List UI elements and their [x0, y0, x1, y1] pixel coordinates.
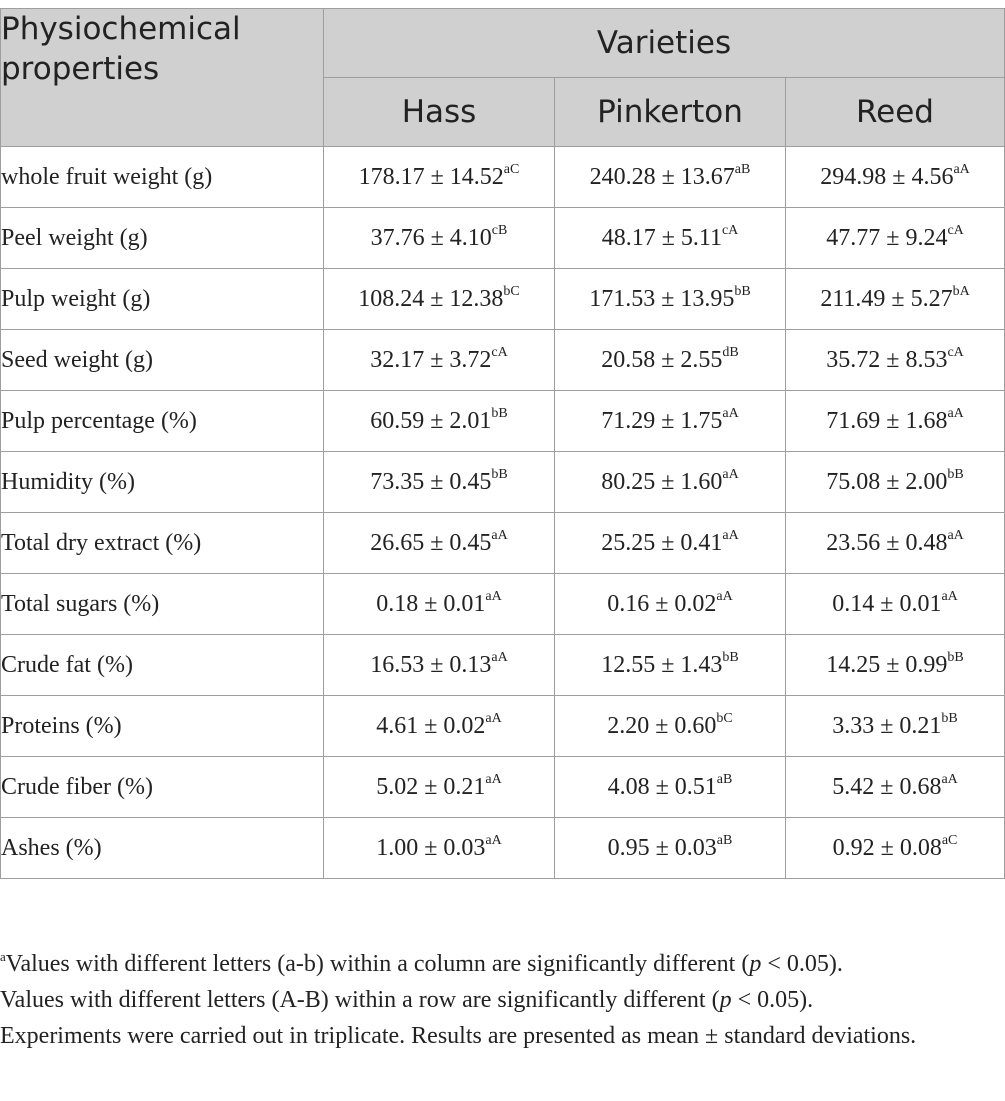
significance-letters: aC	[503, 161, 520, 177]
value-cell-reed	[786, 635, 1005, 696]
p-value-symbol: p	[749, 951, 762, 977]
table-row	[1, 513, 1005, 574]
mean-sd-value: 37.76 ± 4.10	[370, 224, 492, 251]
value-cell-pinkerton	[555, 208, 786, 269]
value-cell-pinkerton	[555, 696, 786, 757]
mean-sd-value: 5.42 ± 0.68	[832, 773, 942, 800]
footnote-line1-text: Values with different letters (a-b) within a column are significantly different (	[5, 951, 750, 977]
mean-sd-value: 5.02 ± 0.21	[376, 773, 486, 800]
value-cell-reed	[786, 818, 1005, 879]
significance-letters: aA	[722, 466, 739, 482]
variety-header-reed: Reed	[786, 78, 1005, 147]
value-cell-hass	[324, 757, 555, 818]
significance-letters: aA	[947, 527, 964, 543]
value-cell-pinkerton	[555, 330, 786, 391]
row-label: Crude fiber (%)	[1, 757, 324, 818]
mean-sd-value: 0.14 ± 0.01	[832, 590, 942, 617]
row-label: Peel weight (g)	[1, 208, 324, 269]
value-cell-pinkerton	[555, 513, 786, 574]
significance-letters: cA	[947, 222, 964, 238]
value-cell-reed	[786, 269, 1005, 330]
significance-letters: aA	[716, 588, 733, 604]
variety-header-pinkerton: Pinkerton	[555, 78, 786, 147]
row-label: Pulp weight (g)	[1, 269, 324, 330]
footnote-line2-end: < 0.05).	[731, 987, 814, 1013]
value-cell-pinkerton	[555, 452, 786, 513]
mean-sd-value: 0.92 ± 0.08	[832, 834, 942, 861]
row-label: Seed weight (g)	[1, 330, 324, 391]
mean-sd-value: 47.77 ± 9.24	[826, 224, 948, 251]
mean-sd-value: 25.25 ± 0.41	[601, 529, 723, 556]
significance-letters: aA	[485, 771, 502, 787]
footnote-line-row	[0, 982, 1000, 1018]
row-label: Humidity (%)	[1, 452, 324, 513]
table-row	[1, 269, 1005, 330]
row-label: Total sugars (%)	[1, 574, 324, 635]
significance-letters: aB	[716, 832, 733, 848]
mean-sd-value: 240.28 ± 13.67	[589, 163, 735, 190]
value-cell-hass	[324, 635, 555, 696]
significance-letters: aA	[485, 832, 502, 848]
value-cell-hass	[324, 269, 555, 330]
significance-letters: dB	[722, 344, 739, 360]
value-cell-pinkerton	[555, 147, 786, 208]
table-footnote	[0, 946, 1000, 1054]
significance-letters: aC	[941, 832, 958, 848]
significance-letters: aA	[485, 710, 502, 726]
significance-letters: bB	[947, 649, 964, 665]
row-label: Pulp percentage (%)	[1, 391, 324, 452]
table-header	[1, 9, 1005, 147]
mean-sd-value: 80.25 ± 1.60	[601, 468, 723, 495]
table-row	[1, 635, 1005, 696]
mean-sd-value: 1.00 ± 0.03	[376, 834, 486, 861]
significance-letters: bC	[503, 283, 520, 299]
mean-sd-value: 0.18 ± 0.01	[376, 590, 486, 617]
significance-letters: aB	[734, 161, 751, 177]
value-cell-hass	[324, 147, 555, 208]
mean-sd-value: 12.55 ± 1.43	[601, 651, 723, 678]
significance-letters: aA	[953, 161, 970, 177]
significance-letters: aA	[941, 771, 958, 787]
mean-sd-value: 23.56 ± 0.48	[826, 529, 948, 556]
mean-sd-value: 4.08 ± 0.51	[607, 773, 717, 800]
varieties-group-header: Varieties	[324, 9, 1005, 78]
mean-sd-value: 16.53 ± 0.13	[370, 651, 492, 678]
value-cell-pinkerton	[555, 635, 786, 696]
value-cell-reed	[786, 147, 1005, 208]
significance-letters: bB	[734, 283, 751, 299]
value-cell-reed	[786, 391, 1005, 452]
mean-sd-value: 71.29 ± 1.75	[601, 407, 723, 434]
value-cell-reed	[786, 452, 1005, 513]
value-cell-pinkerton	[555, 757, 786, 818]
mean-sd-value: 171.53 ± 13.95	[589, 285, 735, 312]
value-cell-reed	[786, 696, 1005, 757]
table-row	[1, 757, 1005, 818]
significance-letters: cB	[491, 222, 508, 238]
value-cell-pinkerton	[555, 574, 786, 635]
significance-letters: bB	[722, 649, 739, 665]
mean-sd-value: 4.61 ± 0.02	[376, 712, 486, 739]
table-row	[1, 818, 1005, 879]
value-cell-pinkerton	[555, 269, 786, 330]
table-row	[1, 574, 1005, 635]
table-row	[1, 391, 1005, 452]
table-row	[1, 208, 1005, 269]
mean-sd-value: 0.95 ± 0.03	[607, 834, 717, 861]
value-cell-reed	[786, 208, 1005, 269]
value-cell-pinkerton	[555, 391, 786, 452]
property-column-header: Physiochemical properties	[1, 9, 324, 147]
significance-letters: cA	[947, 344, 964, 360]
significance-letters: aA	[485, 588, 502, 604]
value-cell-hass	[324, 513, 555, 574]
significance-letters: aB	[716, 771, 733, 787]
value-cell-pinkerton	[555, 818, 786, 879]
footnote-line-column	[0, 946, 1000, 982]
significance-letters: cA	[721, 222, 739, 238]
value-cell-hass	[324, 452, 555, 513]
mean-sd-value: 71.69 ± 1.68	[826, 407, 948, 434]
significance-letters: cA	[491, 344, 508, 360]
table-row	[1, 330, 1005, 391]
value-cell-hass	[324, 696, 555, 757]
table-row	[1, 147, 1005, 208]
value-cell-hass	[324, 574, 555, 635]
mean-sd-value: 35.72 ± 8.53	[826, 346, 948, 373]
footnote-line-method: Experiments were carried out in triplicate. Results are presented as mean ± standard deviations.	[0, 1023, 917, 1049]
significance-letters: aA	[722, 405, 739, 421]
significance-letters: bA	[952, 283, 970, 299]
significance-letters: aA	[947, 405, 964, 421]
value-cell-hass	[324, 391, 555, 452]
variety-header-hass: Hass	[324, 78, 555, 147]
mean-sd-value: 60.59 ± 2.01	[370, 407, 492, 434]
value-cell-hass	[324, 208, 555, 269]
value-cell-reed	[786, 513, 1005, 574]
value-cell-hass	[324, 330, 555, 391]
mean-sd-value: 73.35 ± 0.45	[370, 468, 492, 495]
mean-sd-value: 14.25 ± 0.99	[826, 651, 948, 678]
significance-letters: aA	[491, 649, 508, 665]
mean-sd-value: 294.98 ± 4.56	[820, 163, 954, 190]
significance-letters: bC	[716, 710, 733, 726]
mean-sd-value: 211.49 ± 5.27	[820, 285, 953, 312]
mean-sd-value: 0.16 ± 0.02	[607, 590, 717, 617]
significance-letters: aA	[941, 588, 958, 604]
row-label: Proteins (%)	[1, 696, 324, 757]
mean-sd-value: 108.24 ± 12.38	[358, 285, 504, 312]
value-cell-hass	[324, 818, 555, 879]
mean-sd-value: 3.33 ± 0.21	[832, 712, 942, 739]
footnote-line1-end: < 0.05).	[761, 951, 843, 977]
p-value-symbol: p	[719, 987, 732, 1013]
row-label: Crude fat (%)	[1, 635, 324, 696]
mean-sd-value: 20.58 ± 2.55	[601, 346, 723, 373]
footnote-line2-text: Values with different letters (A-B) within a row are significantly different (	[0, 987, 720, 1013]
row-label: whole fruit weight (g)	[1, 147, 324, 208]
row-label: Ashes (%)	[1, 818, 324, 879]
table-row	[1, 452, 1005, 513]
value-cell-reed	[786, 757, 1005, 818]
footnote-marker: a	[0, 949, 6, 964]
significance-letters: aA	[722, 527, 739, 543]
mean-sd-value: 178.17 ± 14.52	[358, 163, 504, 190]
mean-sd-value: 2.20 ± 0.60	[607, 712, 717, 739]
mean-sd-value: 26.65 ± 0.45	[370, 529, 492, 556]
row-label: Total dry extract (%)	[1, 513, 324, 574]
table-row	[1, 696, 1005, 757]
properties-table	[0, 8, 1005, 879]
table-body	[1, 147, 1005, 879]
value-cell-reed	[786, 330, 1005, 391]
mean-sd-value: 75.08 ± 2.00	[826, 468, 948, 495]
significance-letters: bB	[941, 710, 958, 726]
value-cell-reed	[786, 574, 1005, 635]
mean-sd-value: 32.17 ± 3.72	[370, 346, 492, 373]
significance-letters: bB	[947, 466, 964, 482]
significance-letters: aA	[491, 527, 508, 543]
significance-letters: bB	[491, 466, 508, 482]
mean-sd-value: 48.17 ± 5.11	[601, 224, 722, 251]
significance-letters: bB	[491, 405, 508, 421]
